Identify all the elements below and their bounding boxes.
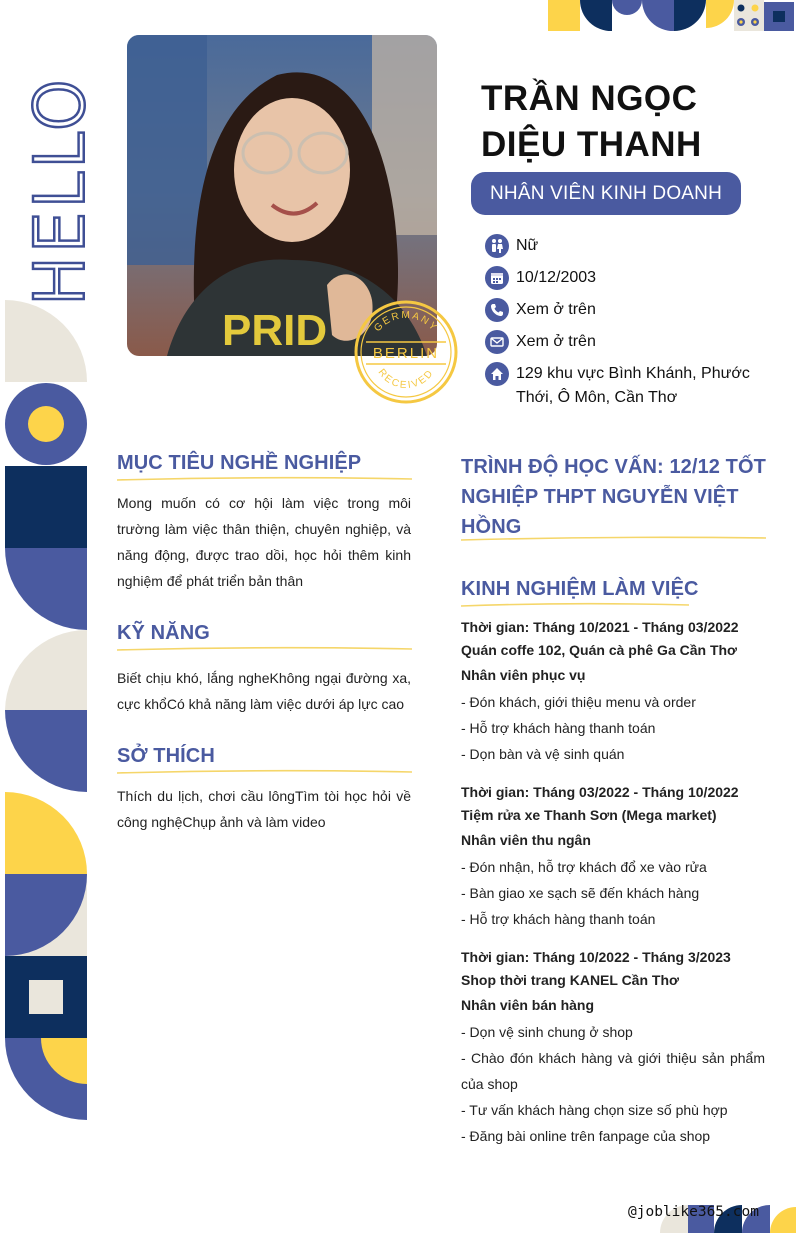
left-pattern	[5, 300, 87, 1120]
contact-gender	[485, 234, 775, 258]
contact-list	[485, 234, 775, 418]
email-value: Xem ở trên	[516, 333, 596, 350]
job-time: Thời gian: Tháng 10/2021 - Tháng 03/2022	[461, 619, 739, 635]
job-time: Thời gian: Tháng 03/2022 - Tháng 10/2022	[461, 784, 739, 800]
svg-text:RECEIVED: RECEIVED	[375, 367, 437, 392]
home-icon	[485, 362, 509, 386]
job-duty: - Đón nhận, hỗ trợ khách đổ xe vào rửa	[461, 859, 707, 875]
hobbies-line: công nghệChụp ảnh và làm video	[117, 814, 326, 830]
experience-heading: KINH NGHIỆM LÀM VIỆC	[461, 578, 699, 600]
address-value	[516, 362, 750, 410]
job-duty: - Chào đón khách hàng và giới thiệu sản phẩm	[461, 1050, 765, 1066]
svg-text:PRID: PRID	[222, 306, 328, 355]
education-line: NGHIỆP THPT NGUYỄN VIỆT	[461, 486, 739, 508]
phone-value: Xem ở trên	[516, 301, 596, 318]
job-entry	[461, 616, 765, 767]
objective-underline	[117, 474, 412, 484]
objective-text	[117, 490, 411, 594]
contact-phone	[485, 298, 775, 322]
education-heading	[461, 452, 771, 542]
objective-line: trường làm việc thân thiện, chuyên nghiệp, và	[117, 521, 411, 537]
full-name	[481, 76, 771, 168]
contact-birthdate	[485, 266, 775, 290]
hello-vertical-text: HELLO	[22, 76, 99, 306]
objective-line: năng động, được trao dồi, học hỏi thêm kinh	[117, 547, 411, 563]
job-company: Shop thời trang KANEL Cần Thơ	[461, 972, 679, 988]
job-position: Nhân viên thu ngân	[461, 832, 591, 848]
job-duty: - Tư vấn khách hàng chọn size số phù hợp	[461, 1102, 728, 1118]
job-time: Thời gian: Tháng 10/2022 - Tháng 3/2023	[461, 949, 731, 965]
education-line: TRÌNH ĐỘ HỌC VẤN: 12/12 TỐT	[461, 456, 766, 478]
job-title-badge	[471, 172, 741, 215]
skills-heading: KỸ NĂNG	[117, 622, 210, 644]
contact-address	[485, 362, 775, 410]
hobbies-line: Thích du lịch, chơi cầu lôngTìm tòi học hỏi về	[117, 788, 411, 804]
phone-icon	[485, 298, 509, 322]
address-line-1: 129 khu vực Bình Khánh, Phước	[516, 365, 750, 382]
svg-text:GERMANY: GERMANY	[372, 309, 440, 335]
job-duty: - Đón khách, giới thiệu menu và order	[461, 694, 696, 710]
job-duty: của shop	[461, 1076, 518, 1092]
gender-icon	[485, 234, 509, 258]
job-position: Nhân viên phục vụ	[461, 667, 586, 683]
job-duty: - Dọn vệ sinh chung ở shop	[461, 1024, 633, 1040]
objective-line: Mong muốn có cơ hội làm việc trong môi	[117, 495, 411, 511]
email-icon	[485, 330, 509, 354]
education-line: HỒNG	[461, 516, 522, 538]
skills-text	[117, 665, 411, 717]
skills-line: cực khổCó khả năng làm việc dưới áp lực cao	[117, 696, 405, 712]
berlin-stamp	[352, 298, 460, 406]
hobbies-heading: SỞ THÍCH	[117, 745, 215, 767]
calendar-icon	[485, 266, 509, 290]
gender-value: Nữ	[516, 237, 539, 254]
job-entry	[461, 781, 765, 932]
job-position: Nhân viên bán hàng	[461, 997, 595, 1013]
skills-underline	[117, 644, 412, 654]
job-duty: - Dọn bàn và vệ sinh quán	[461, 746, 625, 762]
objective-line: nghiệm để phát triển bản thân	[117, 573, 304, 589]
education-underline	[461, 534, 766, 544]
job-entry	[461, 946, 765, 1149]
experience-underline	[461, 600, 689, 610]
job-duty: - Hỗ trợ khách hàng thanh toán	[461, 911, 656, 927]
svg-text:BERLIN: BERLIN	[372, 345, 440, 362]
watermark: @joblike365.com	[628, 1204, 759, 1220]
contact-email	[485, 330, 775, 354]
name-line-1: TRẦN NGỌC	[481, 79, 698, 118]
job-company: Quán coffe 102, Quán cà phê Ga Cần Thơ	[461, 642, 738, 658]
job-duty: - Hỗ trợ khách hàng thanh toán	[461, 720, 656, 736]
birthdate-value: 10/12/2003	[516, 269, 597, 286]
hobbies-text	[117, 783, 411, 835]
job-company: Tiệm rửa xe Thanh Sơn (Mega market)	[461, 807, 717, 823]
name-line-2: DIỆU THANH	[481, 125, 702, 164]
hobbies-underline	[117, 767, 412, 777]
objective-heading: MỤC TIÊU NGHỀ NGHIỆP	[117, 452, 362, 474]
job-duty: - Bàn giao xe sạch sẽ đến khách hàng	[461, 885, 700, 901]
job-title-text: NHÂN VIÊN KINH DOANH	[489, 182, 723, 204]
job-duty: - Đăng bài online trên fanpage của shop	[461, 1128, 711, 1144]
top-right-pattern	[548, 0, 796, 33]
address-line-2: Thới, Ô Môn, Cần Thơ	[516, 389, 678, 406]
skills-line: Biết chịu khó, lắng ngheKhông ngại đường xa,	[117, 670, 411, 686]
